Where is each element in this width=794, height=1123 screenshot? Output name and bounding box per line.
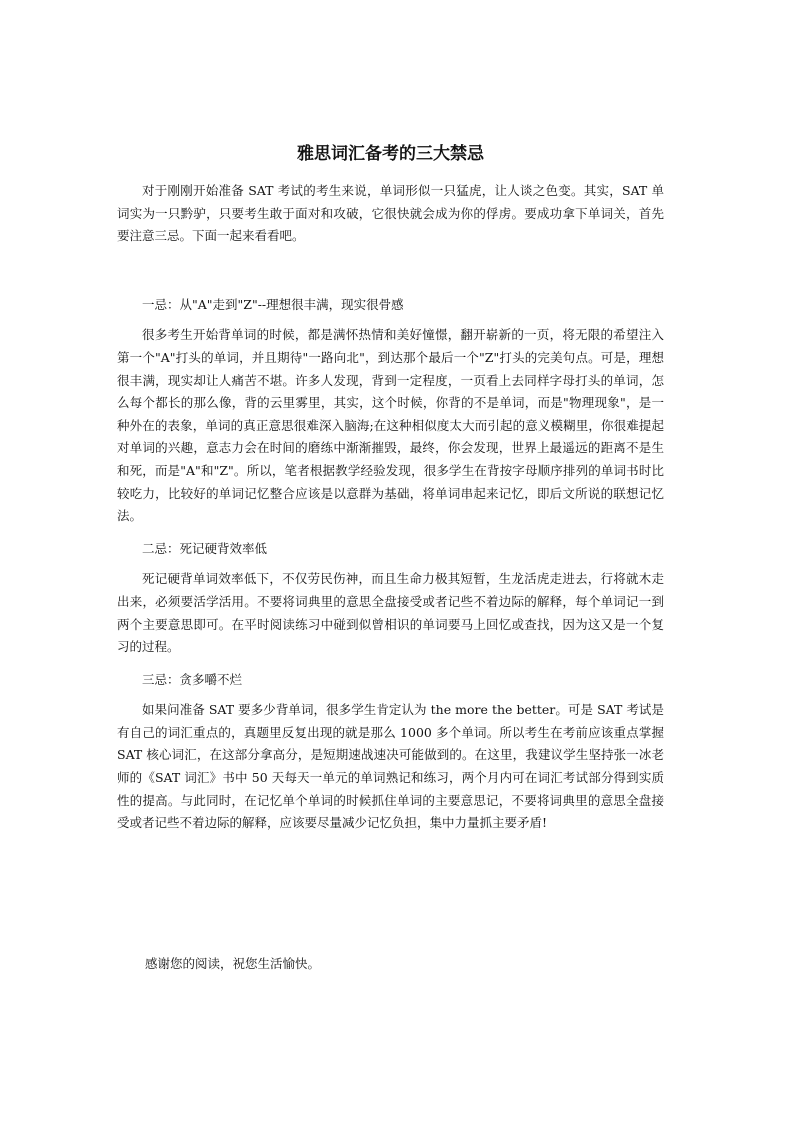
intro-paragraph: 对于刚刚开始准备 SAT 考试的考生来说，单词形似一只猛虎，让人谈之色变。其实，SAT 单词实为一只黔驴，只要考生敢于面对和攻破，它很快就会成为你的俘虏。要成功拿下单词关，首先要注意三忌。下面一起来看看吧。 xyxy=(117,183,664,244)
section-heading-2: 二忌：死记硬背效率低 xyxy=(142,540,268,556)
closing-line: 感谢您的阅读，祝您生活愉快。 xyxy=(145,956,321,971)
spacer xyxy=(117,316,664,324)
section-body-3: 如果问准备 SAT 要多少背单词，很多学生肯定认为 the more the better。可是 SAT 考试是有自己的词汇重点的，真题里反复出现的就是那么 1000 多个单词。所以考生在考前应该重点掌握 SAT 核心词汇，在这部分拿高分，是短期速战速决可能做到的。在这里，我建议学生坚持张一冰老师的《SAT 词汇》书中 50 天每天一单元的单词熟记和练习，两个月内可在词汇考试部分得到实质性的提高。与此同时，在记忆单个单词的时候抓住单词的主要意思记，不要将词典里的意思全盘接受或者记些不着边际的解释，应该要尽量减少记忆负担，集中力量抓主要矛盾! xyxy=(117,702,664,831)
section-heading-1: 一忌：从"A"走到"Z"--理想很丰满，现实很骨感 xyxy=(142,296,404,312)
section-heading-3: 三忌：贪多嚼不烂 xyxy=(142,671,243,687)
spacer xyxy=(117,248,664,294)
spacer xyxy=(117,691,664,699)
section-body-2: 死记硬背单词效率低下，不仅劳民伤神，而且生命力极其短暂，生龙活虎走进去，行将就木走出来，必须要活学活用。不要将词典里的意思全盘接受或者记些不着边际的解释，每个单词记一到两个主要意思即可。在平时阅读练习中碰到似曾相识的单词要马上回忆或查找，因为这又是一个复习的过程。 xyxy=(117,571,664,655)
section-body-1: 很多考生开始背单词的时候，都是满怀热情和美好憧憬，翻开崭新的一页，将无限的希望注入第一个"A"打头的单词，并且期待"一路向北"，到达那个最后一个"Z"打头的完美句点。可是，理想很丰满，现实却让人痛苦不堪。许多人发现，背到一定程度，一页看上去同样字母打头的单词，怎么每个都长的那么像，背的云里雾里，其实，这个时候，你背的不是单词，而是"物理现象"，是一种外在的表象，单词的真正意思很难深入脑海;在这种相似度太大而引起的意义模糊里，你很难提起对单词的兴趣，意志力会在时间的磨练中渐渐摧毁，最终，你会发现，世界上最遥远的距离不是生和死，而是"A"和"Z"。所以，笔者根据教学经验发现，很多学生在背按字母顺序排列的单词书时比较吃力，比较好的单词记忆整合应该是以意群为基础，将单词串起来记忆，即后文所说的联想记忆法。 xyxy=(117,327,664,524)
document-content xyxy=(117,140,664,835)
spacer xyxy=(117,560,664,568)
document-title: 雅思词汇备考的三大禁忌 xyxy=(297,144,484,164)
spacer xyxy=(117,528,664,538)
spacer xyxy=(117,659,664,669)
